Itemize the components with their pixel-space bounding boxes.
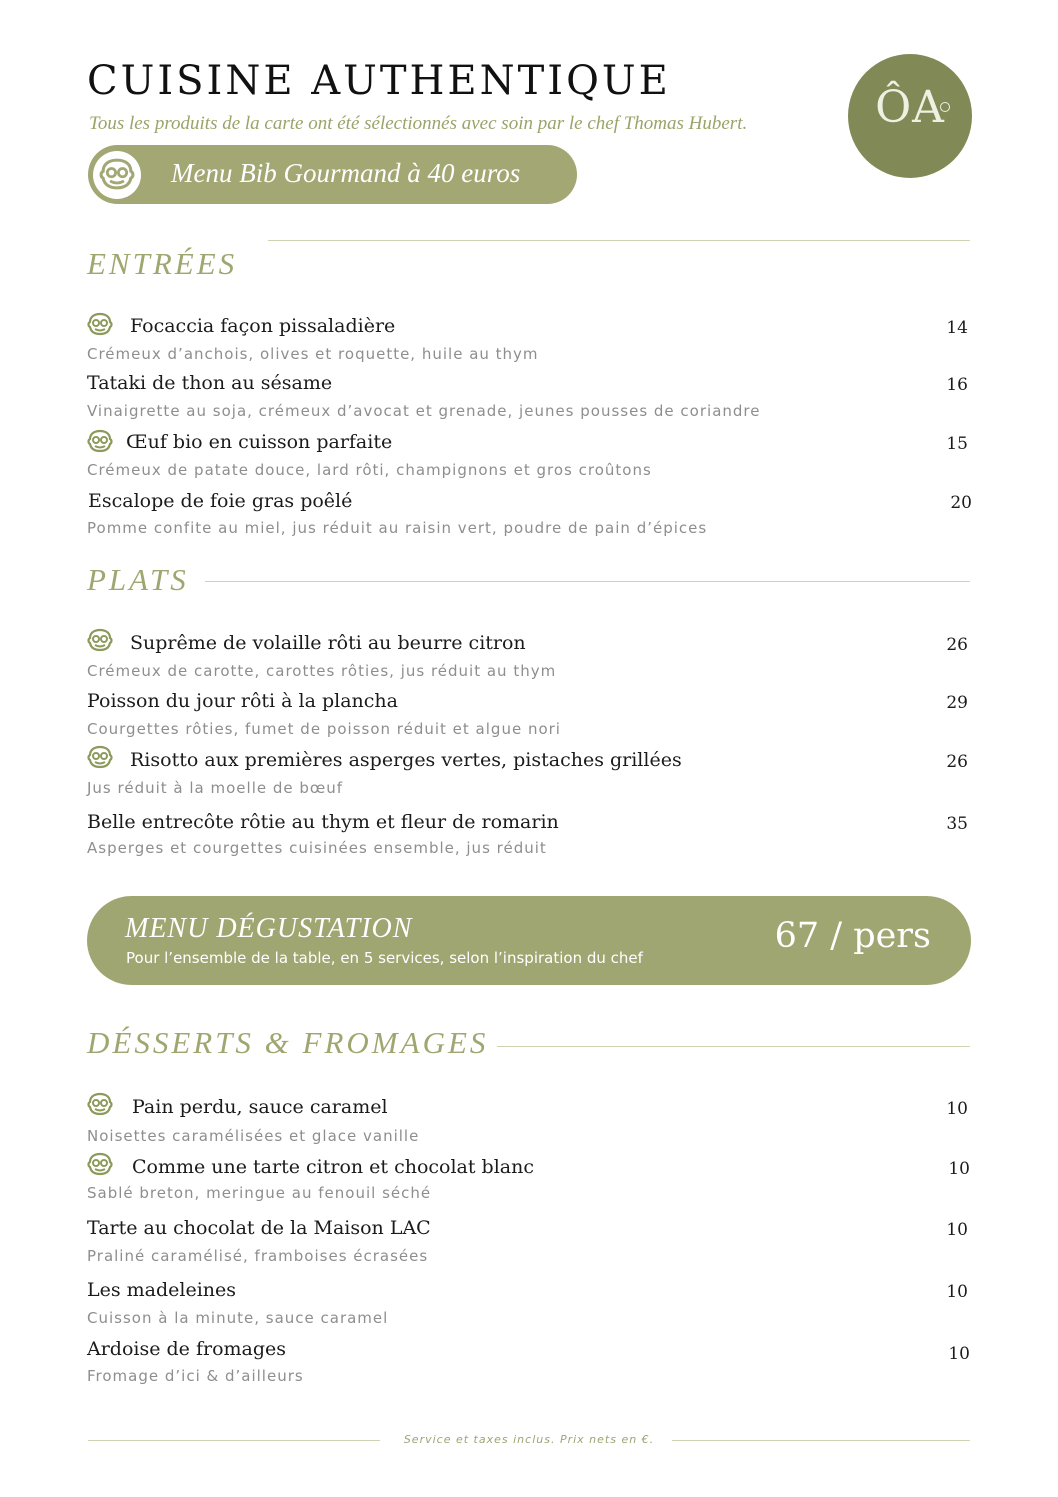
bib-gourmand-icon	[87, 1092, 113, 1116]
dish-description: Cuisson à la minute, sauce caramel	[87, 1309, 389, 1327]
dish-price: 10	[948, 1344, 970, 1364]
footer-divider-right	[672, 1440, 970, 1441]
dish-name: Œuf bio en cuisson parfaite	[126, 431, 393, 453]
bib-gourmand-icon	[87, 628, 113, 652]
section-divider	[497, 1046, 970, 1047]
page-title: CUISINE AUTHENTIQUE	[87, 58, 671, 104]
section-title-entrees: ENTRÉES	[87, 246, 238, 281]
dish-price: 15	[946, 434, 968, 454]
bib-gourmand-icon	[87, 745, 113, 769]
dish-name: Tarte au chocolat de la Maison LAC	[87, 1217, 431, 1239]
dish-price: 10	[946, 1282, 968, 1302]
dish-price: 35	[946, 814, 968, 834]
dish-description: Crémeux de patate douce, lard rôti, champignons et gros croûtons	[87, 461, 652, 479]
dish-name: Risotto aux premières asperges vertes, pistaches grillées	[130, 749, 682, 771]
dish-description: Courgettes rôties, fumet de poisson réduit et algue nori	[87, 720, 561, 738]
dish-name: Poisson du jour rôti à la plancha	[87, 690, 398, 712]
dish-price: 10	[946, 1220, 968, 1240]
tasting-menu-price: 67 / pers	[774, 916, 931, 956]
section-divider	[268, 240, 970, 241]
dish-price: 14	[946, 318, 968, 338]
restaurant-logo	[848, 54, 972, 178]
footer-divider-left	[88, 1440, 380, 1441]
dish-description: Pomme confite au miel, jus réduit au raisin vert, poudre de pain d’épices	[87, 519, 708, 537]
bib-gourmand-icon	[99, 157, 135, 191]
bib-gourmand-badge	[93, 151, 141, 199]
footer-note: Service et taxes inclus. Prix nets en €.	[403, 1433, 655, 1446]
dish-description: Noisettes caramélisées et glace vanille	[87, 1127, 420, 1145]
dish-description: Praliné caramélisé, framboises écrasées	[87, 1247, 429, 1265]
dish-name: Tataki de thon au sésame	[87, 372, 333, 394]
bib-gourmand-label: Menu Bib Gourmand à 40 euros	[171, 158, 521, 188]
bib-gourmand-icon	[87, 429, 113, 453]
dish-price: 26	[946, 635, 968, 655]
section-divider	[205, 581, 970, 582]
dish-description: Fromage d’ici & d’ailleurs	[87, 1367, 304, 1385]
dish-price: 20	[950, 493, 972, 513]
dish-description: Sablé breton, meringue au fenouil séché	[87, 1184, 432, 1202]
dish-name: Comme une tarte citron et chocolat blanc	[132, 1156, 535, 1178]
registered-mark-icon	[940, 102, 950, 112]
tasting-menu-description: Pour l’ensemble de la table, en 5 services, selon l’inspiration du chef	[126, 949, 643, 967]
dish-description: Jus réduit à la moelle de bœuf	[87, 779, 344, 797]
dish-description: Asperges et courgettes cuisinées ensemble, jus réduit	[87, 839, 547, 857]
bib-gourmand-banner	[88, 145, 577, 204]
dish-price: 26	[946, 752, 968, 772]
section-title-plats: PLATS	[87, 562, 189, 597]
bib-gourmand-icon	[87, 1152, 113, 1176]
dish-name: Ardoise de fromages	[87, 1338, 287, 1360]
bib-gourmand-icon	[87, 312, 113, 336]
page-subtitle: Tous les produits de la carte ont été sélectionnés avec soin par le chef Thomas Hubert.	[89, 113, 748, 134]
dish-price: 10	[948, 1159, 970, 1179]
tasting-menu-banner	[87, 896, 971, 985]
dish-price: 29	[946, 693, 968, 713]
logo-text: ÔA	[875, 82, 945, 133]
dish-description: Crémeux de carotte, carottes rôties, jus réduit au thym	[87, 662, 557, 680]
section-title-desserts: DÉSSERTS & FROMAGES	[87, 1025, 489, 1060]
dish-description: Vinaigrette au soja, crémeux d’avocat et grenade, jeunes pousses de coriandre	[87, 402, 761, 420]
dish-price: 16	[946, 375, 968, 395]
dish-name: Suprême de volaille rôti au beurre citron	[130, 632, 526, 654]
dish-description: Crémeux d’anchois, olives et roquette, huile au thym	[87, 345, 539, 363]
dish-name: Les madeleines	[87, 1279, 237, 1301]
dish-name: Focaccia façon pissaladière	[130, 315, 396, 337]
dish-name: Escalope de foie gras poêlé	[88, 490, 353, 512]
dish-price: 10	[946, 1099, 968, 1119]
dish-name: Belle entrecôte rôtie au thym et fleur de romarin	[87, 811, 559, 833]
dish-name: Pain perdu, sauce caramel	[132, 1096, 388, 1118]
tasting-menu-title: MENU DÉGUSTATION	[125, 913, 413, 944]
